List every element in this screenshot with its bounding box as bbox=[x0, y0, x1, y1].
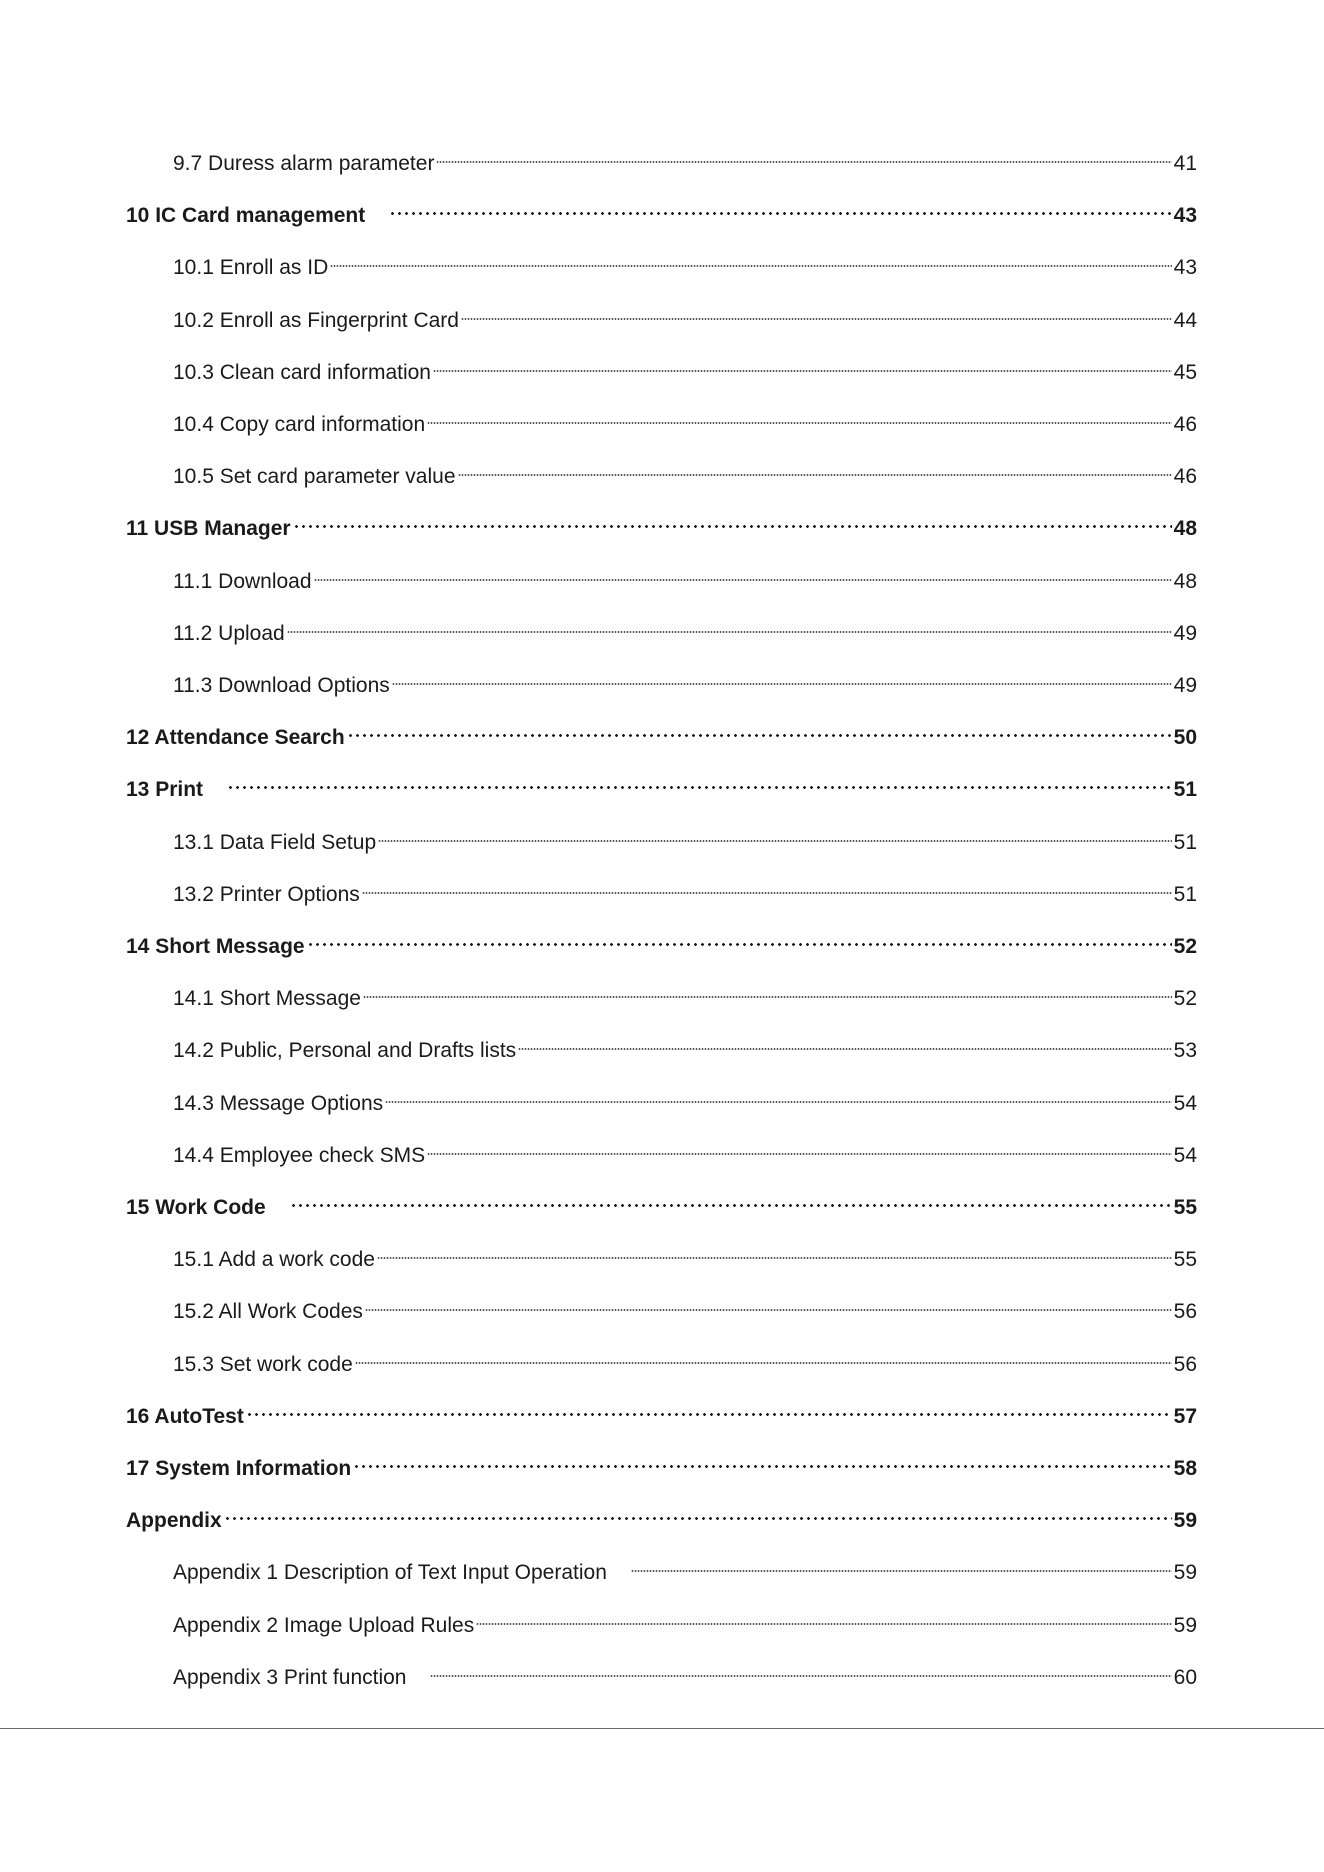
toc-section-entry[interactable] bbox=[173, 453, 1197, 488]
toc-section-entry[interactable] bbox=[173, 662, 1197, 697]
dot-leader bbox=[427, 1132, 1172, 1162]
toc-page-number: 41 bbox=[1173, 152, 1197, 175]
toc-page-number: 45 bbox=[1173, 361, 1197, 384]
toc-entry-title: 12 Attendance Search bbox=[126, 726, 345, 749]
toc-section-entry[interactable] bbox=[173, 1080, 1197, 1115]
dot-leader bbox=[377, 1236, 1172, 1266]
toc-page-number: 56 bbox=[1173, 1300, 1197, 1323]
toc-entry-title: 10.3 Clean card information bbox=[173, 361, 431, 384]
toc-page-number: 59 bbox=[1173, 1561, 1197, 1584]
dot-leader bbox=[436, 140, 1171, 170]
toc-page-number: 48 bbox=[1173, 517, 1197, 540]
toc-entry-title: 14.1 Short Message bbox=[173, 987, 361, 1010]
toc-section-entry[interactable] bbox=[173, 1654, 1197, 1689]
toc-page-number: 48 bbox=[1173, 570, 1197, 593]
toc-page-number: 46 bbox=[1173, 413, 1197, 436]
toc-page-number: 57 bbox=[1173, 1405, 1197, 1428]
toc-page-number: 51 bbox=[1173, 778, 1197, 801]
toc-page-number: 59 bbox=[1173, 1509, 1197, 1532]
toc-page-number: 58 bbox=[1173, 1457, 1197, 1480]
toc-page-number: 49 bbox=[1173, 622, 1197, 645]
toc-chapter-entry[interactable] bbox=[126, 766, 1197, 801]
dot-leader bbox=[427, 401, 1172, 431]
toc-entry-title: Appendix 1 Description of Text Input Operation bbox=[173, 1561, 607, 1584]
toc-chapter-entry[interactable] bbox=[126, 1497, 1197, 1532]
toc-entry-title: 13.1 Data Field Setup bbox=[173, 831, 377, 854]
toc-chapter-entry[interactable] bbox=[126, 1184, 1197, 1219]
toc-section-entry[interactable] bbox=[173, 244, 1197, 279]
toc-entry-title: 13 Print bbox=[126, 778, 204, 801]
toc-page-number: 56 bbox=[1173, 1353, 1197, 1376]
dot-leader bbox=[433, 349, 1172, 379]
dot-leader bbox=[385, 1080, 1172, 1110]
toc-entry-title: 14.2 Public, Personal and Drafts lists bbox=[173, 1039, 517, 1062]
toc-entry-title: Appendix 3 Print function bbox=[173, 1666, 407, 1689]
dot-leader bbox=[227, 766, 1172, 796]
toc-page-number: 51 bbox=[1173, 883, 1197, 906]
toc-entry-title: 13.2 Printer Options bbox=[173, 883, 360, 906]
toc-section-entry[interactable] bbox=[173, 1027, 1197, 1062]
toc-section-entry[interactable] bbox=[173, 297, 1197, 332]
toc-section-entry[interactable] bbox=[173, 1341, 1197, 1376]
toc-entry-title: 11.2 Upload bbox=[173, 622, 285, 645]
toc-page-number: 54 bbox=[1173, 1144, 1197, 1167]
dot-leader bbox=[307, 923, 1172, 953]
toc-entry-title: 14.3 Message Options bbox=[173, 1092, 384, 1115]
toc-section-entry[interactable] bbox=[173, 871, 1197, 906]
toc-chapter-entry[interactable] bbox=[126, 1445, 1197, 1480]
toc-page-number: 52 bbox=[1173, 935, 1197, 958]
dot-leader bbox=[363, 975, 1172, 1005]
dot-leader bbox=[330, 244, 1171, 274]
toc-section-entry[interactable] bbox=[173, 975, 1197, 1010]
toc-page-number: 43 bbox=[1173, 204, 1197, 227]
toc-entry-title: 15.3 Set work code bbox=[173, 1353, 353, 1376]
toc-entry-title: 15.2 All Work Codes bbox=[173, 1300, 363, 1323]
toc-page-number: 46 bbox=[1173, 465, 1197, 488]
toc-section-entry[interactable] bbox=[173, 140, 1197, 175]
toc-page-number: 52 bbox=[1173, 987, 1197, 1010]
toc-entry-title: 10.1 Enroll as ID bbox=[173, 256, 329, 279]
toc-entry-title: 10.2 Enroll as Fingerprint Card bbox=[173, 309, 459, 332]
dot-leader bbox=[461, 297, 1172, 327]
dot-leader bbox=[287, 610, 1172, 640]
toc-page-number: 55 bbox=[1173, 1248, 1197, 1271]
toc-section-entry[interactable] bbox=[173, 1549, 1197, 1584]
toc-page-number: 49 bbox=[1173, 674, 1197, 697]
toc-section-entry[interactable] bbox=[173, 1132, 1197, 1167]
toc-page-number: 54 bbox=[1173, 1092, 1197, 1115]
toc-entry-title: Appendix 2 Image Upload Rules bbox=[173, 1614, 475, 1637]
toc-chapter-entry[interactable] bbox=[126, 192, 1197, 227]
dot-leader bbox=[392, 662, 1172, 692]
dot-leader bbox=[631, 1549, 1172, 1579]
toc-section-entry[interactable] bbox=[173, 558, 1197, 593]
toc-entry-title: 15 Work Code bbox=[126, 1196, 266, 1219]
toc-section-entry[interactable] bbox=[173, 819, 1197, 854]
toc-chapter-entry[interactable] bbox=[126, 923, 1197, 958]
toc-chapter-entry[interactable] bbox=[126, 714, 1197, 749]
toc-section-entry[interactable] bbox=[173, 401, 1197, 436]
dot-leader bbox=[293, 505, 1172, 535]
toc-page-number: 55 bbox=[1173, 1196, 1197, 1219]
toc-entry-title: 14 Short Message bbox=[126, 935, 305, 958]
dot-leader bbox=[458, 453, 1172, 483]
dot-leader bbox=[430, 1654, 1171, 1684]
toc-page-number: 44 bbox=[1173, 309, 1197, 332]
toc-section-entry[interactable] bbox=[173, 1288, 1197, 1323]
dot-leader bbox=[224, 1497, 1172, 1527]
dot-leader bbox=[246, 1393, 1172, 1423]
dot-leader bbox=[518, 1027, 1171, 1057]
toc-chapter-entry[interactable] bbox=[126, 505, 1197, 540]
dot-leader bbox=[347, 714, 1172, 744]
toc-entry-title: 17 System Information bbox=[126, 1457, 352, 1480]
toc-page-number: 43 bbox=[1173, 256, 1197, 279]
dot-leader bbox=[378, 819, 1172, 849]
toc-entry-title: 10.5 Set card parameter value bbox=[173, 465, 456, 488]
dot-leader bbox=[290, 1184, 1172, 1214]
toc-page-number: 51 bbox=[1173, 831, 1197, 854]
dot-leader bbox=[355, 1341, 1172, 1371]
toc-page-number: 60 bbox=[1173, 1666, 1197, 1689]
toc-entry-title: 15.1 Add a work code bbox=[173, 1248, 375, 1271]
footer-divider bbox=[0, 1728, 1324, 1729]
toc-entry-title: 11 USB Manager bbox=[126, 517, 291, 540]
toc-section-entry[interactable] bbox=[173, 349, 1197, 384]
toc-entry-title: 16 AutoTest bbox=[126, 1405, 244, 1428]
dot-leader bbox=[389, 192, 1171, 222]
dot-leader bbox=[314, 558, 1172, 588]
toc-entry-title: 10 IC Card management bbox=[126, 204, 366, 227]
dot-leader bbox=[353, 1445, 1171, 1475]
toc-entry-title: 11.1 Download bbox=[173, 570, 312, 593]
toc-page-number: 59 bbox=[1173, 1614, 1197, 1637]
toc-section-entry[interactable] bbox=[173, 1236, 1197, 1271]
toc-entry-title: 14.4 Employee check SMS bbox=[173, 1144, 426, 1167]
toc-page-number: 50 bbox=[1173, 726, 1197, 749]
toc-chapter-entry[interactable] bbox=[126, 1393, 1197, 1428]
toc-page-number: 53 bbox=[1173, 1039, 1197, 1062]
toc-entry-title: 11.3 Download Options bbox=[173, 674, 390, 697]
toc-section-entry[interactable] bbox=[173, 610, 1197, 645]
dot-leader bbox=[362, 871, 1172, 901]
toc-entry-title: Appendix bbox=[126, 1509, 222, 1532]
dot-leader bbox=[365, 1288, 1172, 1318]
dot-leader bbox=[476, 1602, 1171, 1632]
toc-section-entry[interactable] bbox=[173, 1602, 1197, 1637]
toc-entry-title: 10.4 Copy card information bbox=[173, 413, 426, 436]
toc-entry-title: 9.7 Duress alarm parameter bbox=[173, 152, 435, 175]
